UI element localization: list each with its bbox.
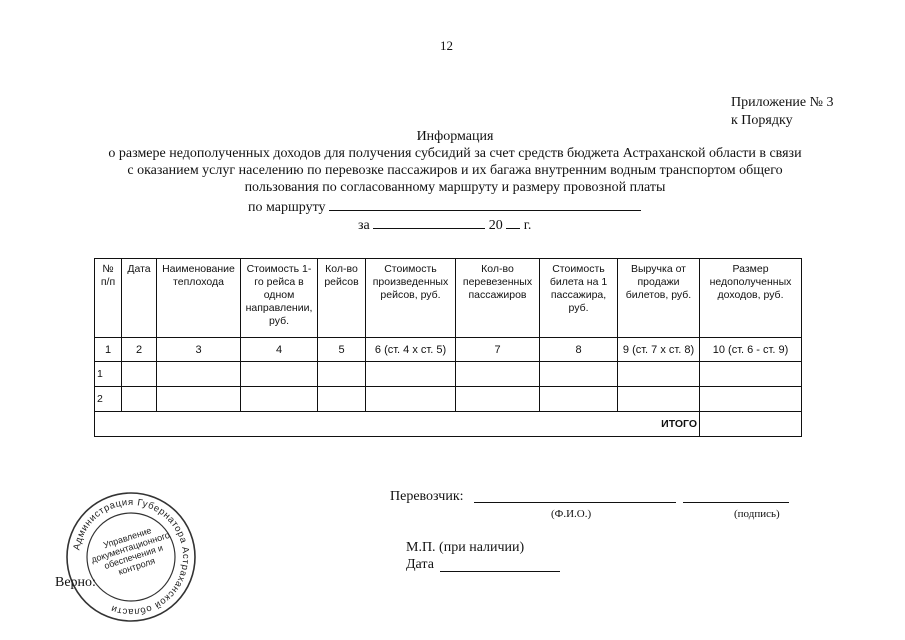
date-label: Дата: [406, 557, 434, 572]
empty-cell: [456, 387, 540, 412]
empty-cell: [700, 387, 802, 412]
column-number: 2: [122, 338, 157, 362]
empty-cell: [241, 362, 318, 387]
verno-label: Верно:: [55, 575, 96, 590]
table-row: [95, 362, 802, 387]
signature-caption: (подпись): [734, 508, 780, 520]
empty-cell: [618, 362, 700, 387]
route-blank: [329, 198, 641, 211]
route-label: по маршруту: [248, 200, 326, 215]
column-number-row: [95, 338, 802, 362]
route-line: [248, 198, 641, 216]
period-blank: [373, 216, 485, 229]
page-number: 12: [440, 38, 453, 53]
row-number: 2: [95, 387, 122, 412]
empty-cell: [618, 387, 700, 412]
table-header-row: [95, 259, 802, 338]
title-line-1: Информация: [416, 129, 494, 144]
header-cell: Дата: [122, 259, 157, 338]
column-number: 5: [318, 338, 366, 362]
header-cell: № п/п: [95, 259, 122, 338]
period-suffix: г.: [523, 218, 532, 233]
empty-cell: [318, 387, 366, 412]
column-number: 6 (ст. 4 х ст. 5): [366, 338, 456, 362]
header-cell: Кол-во перевезенных пассажиров: [456, 259, 540, 338]
empty-cell: [157, 387, 241, 412]
column-number: 9 (ст. 7 х ст. 8): [618, 338, 700, 362]
column-number: 7: [456, 338, 540, 362]
stamp-inner-text: Управление документационного обеспечения и контроля: [89, 525, 172, 577]
empty-cell: [157, 362, 241, 387]
column-number: 1: [95, 338, 122, 362]
empty-cell: [318, 362, 366, 387]
fio-blank: [474, 492, 676, 503]
report-table: [94, 258, 802, 437]
period-line: [358, 216, 531, 234]
column-number: 10 (ст. 6 - ст. 9): [700, 338, 802, 362]
row-number: 1: [95, 362, 122, 387]
period-year: 20: [488, 218, 503, 233]
column-number: 4: [241, 338, 318, 362]
total-row: [95, 412, 802, 437]
period-prefix: за: [358, 218, 370, 233]
table-row: [95, 387, 802, 412]
empty-cell: [122, 387, 157, 412]
header-cell: Стоимость 1-го рейса в одном направлении, руб.: [241, 259, 318, 338]
fio-caption: (Ф.И.О.): [551, 508, 592, 520]
empty-cell: [540, 387, 618, 412]
column-number: 8: [540, 338, 618, 362]
signature-blank: [683, 492, 789, 503]
empty-cell: [456, 362, 540, 387]
empty-cell: [540, 362, 618, 387]
empty-cell: [122, 362, 157, 387]
title-line-4: пользования по согласованному маршруту и размеру провозной платы: [244, 180, 666, 195]
header-cell: Кол-во рейсов: [318, 259, 366, 338]
header-cell: Выручка от продажи билетов, руб.: [618, 259, 700, 338]
column-number: 3: [157, 338, 241, 362]
empty-cell: [700, 362, 802, 387]
carrier-label: Перевозчик:: [390, 489, 464, 504]
stamp-note: М.П. (при наличии): [406, 540, 525, 555]
header-cell: Стоимость произведенных рейсов, руб.: [366, 259, 456, 338]
date-blank: [440, 560, 560, 572]
appendix-line-2: к Порядку: [731, 113, 793, 128]
header-cell: Стоимость билета на 1 пассажира, руб.: [540, 259, 618, 338]
year-blank: [506, 216, 520, 229]
title-line-2: о размере недополученных доходов для получения субсидий за счет средств бюджета Астраханской области в связи: [108, 146, 802, 161]
empty-cell: [241, 387, 318, 412]
empty-cell: [366, 387, 456, 412]
title-line-3: с оказанием услуг населению по перевозке пассажиров и их багажа внутренним водным транспортом общего: [127, 163, 783, 178]
document-title: [60, 128, 850, 196]
total-value-cell: [700, 412, 802, 437]
header-cell: Наименование теплохода: [157, 259, 241, 338]
header-cell: Размер недополученных доходов, руб.: [700, 259, 802, 338]
appendix-note: [731, 94, 834, 130]
total-label: ИТОГО: [95, 412, 700, 437]
empty-cell: [366, 362, 456, 387]
appendix-line-1: Приложение № 3: [731, 95, 834, 110]
stamp-ring-text: Администрация Губернатора Астраханской области: [71, 496, 192, 618]
